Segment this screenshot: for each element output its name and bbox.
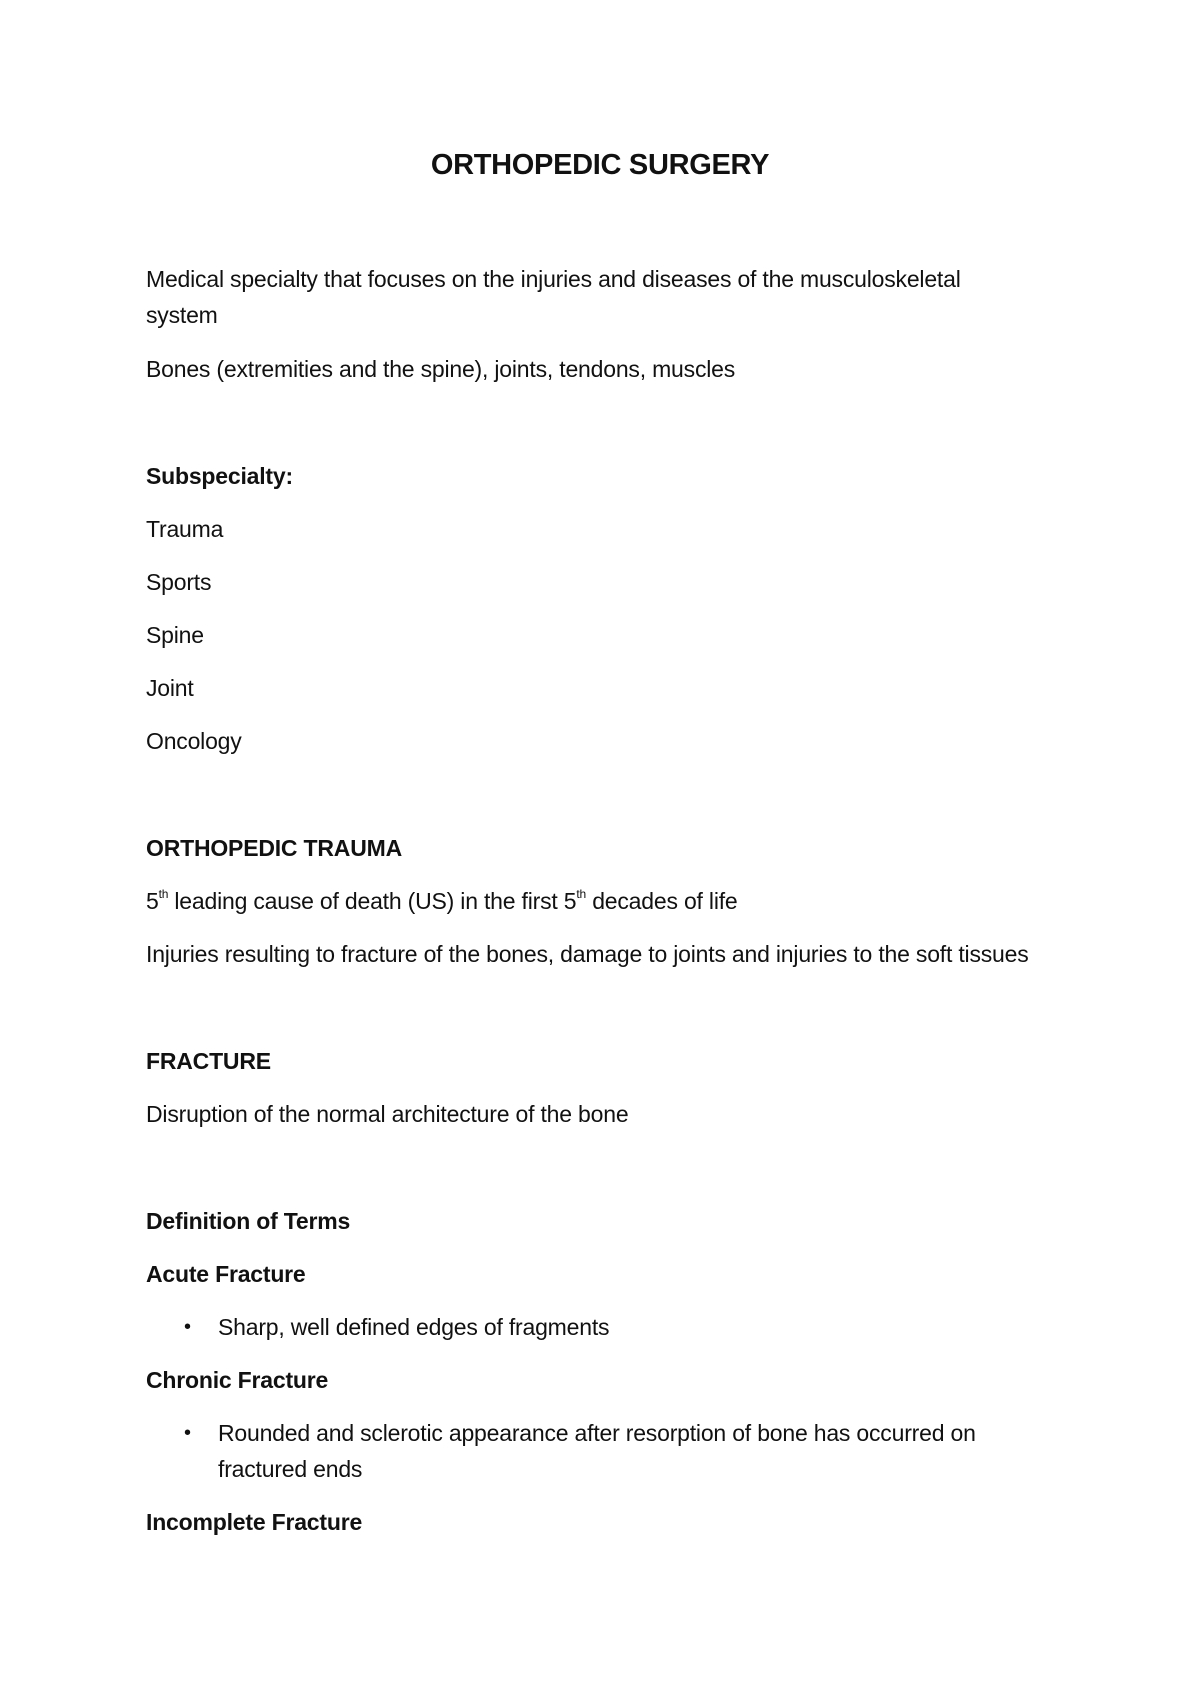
subspecialty-item: Sports [146, 569, 212, 595]
terms-heading: Definition of Terms [146, 1208, 351, 1234]
bullet-icon: • [184, 1316, 192, 1338]
trauma-line-1 [146, 883, 738, 919]
subspecialty-heading: Subspecialty: [146, 463, 293, 489]
chronic-fracture-bullet-line-1: Rounded and sclerotic appearance after resorption of bone has occurred on [218, 1420, 976, 1446]
subspecialty-item: Joint [146, 675, 194, 701]
trauma-text: 5 [146, 888, 159, 914]
intro-line-1: Medical specialty that focuses on the injuries and diseases of the musculoskeletal [146, 266, 961, 292]
page-title: ORTHOPEDIC SURGERY [430, 149, 770, 181]
acute-fracture-bullet: Sharp, well defined edges of fragments [218, 1314, 610, 1340]
intro-line-2: system [146, 302, 218, 328]
fracture-definition: Disruption of the normal architecture of the bone [146, 1101, 629, 1127]
trauma-line-2: Injuries resulting to fracture of the bones, damage to joints and injuries to the soft tissues [146, 941, 1029, 967]
incomplete-fracture-heading: Incomplete Fracture [146, 1509, 363, 1535]
trauma-text: decades of life [586, 888, 738, 914]
ordinal-suffix: th [158, 887, 169, 902]
acute-fracture-heading: Acute Fracture [146, 1261, 306, 1287]
chronic-fracture-heading: Chronic Fracture [146, 1367, 329, 1393]
chronic-fracture-bullet-line-2: fractured ends [218, 1456, 363, 1482]
subspecialty-item: Trauma [146, 516, 224, 542]
ordinal-suffix: th [576, 887, 586, 902]
subspecialty-item: Spine [146, 622, 204, 648]
intro-line-3: Bones (extremities and the spine), joints, tendons, muscles [146, 356, 736, 382]
subspecialty-item: Oncology [146, 728, 242, 754]
fracture-heading: FRACTURE [146, 1048, 271, 1074]
bullet-icon: • [184, 1422, 192, 1444]
trauma-heading: ORTHOPEDIC TRAUMA [146, 835, 402, 861]
trauma-text: leading cause of death (US) in the first 5 [168, 888, 577, 914]
